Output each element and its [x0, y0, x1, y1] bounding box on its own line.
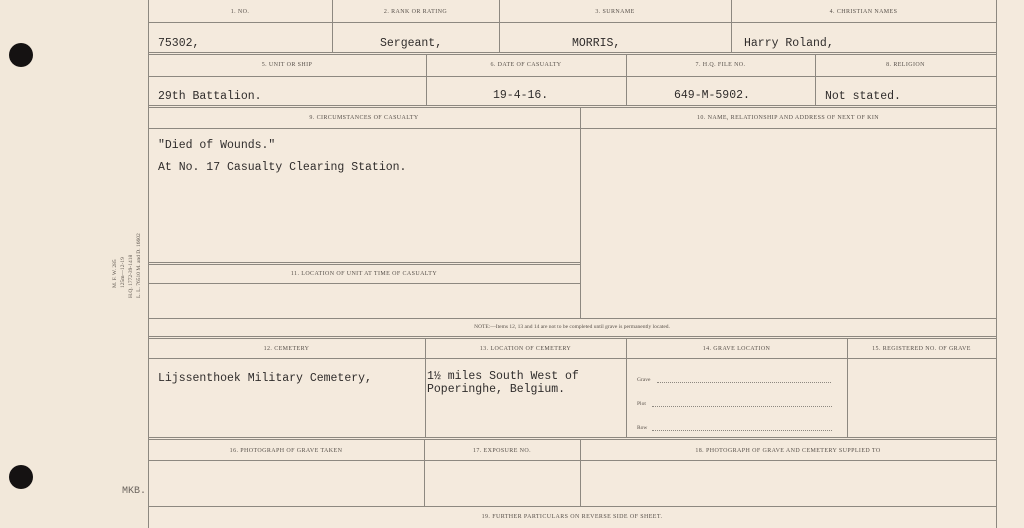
value-hq: 649-M-5902.	[674, 89, 750, 102]
header-location-unit: 11. LOCATION OF UNIT AT TIME OF CASUALTY	[290, 271, 438, 277]
row4-rule	[148, 283, 580, 284]
value-circumstances-2: At No. 17 Casualty Clearing Station.	[158, 161, 407, 174]
header-location-cemetery: 13. LOCATION OF CEMETERY	[479, 346, 572, 352]
header-religion: 8. RELIGION	[886, 62, 925, 68]
label-row: Row	[637, 425, 648, 431]
punch-hole-top	[9, 43, 33, 67]
value-christian: Harry Roland,	[744, 37, 834, 50]
row-dots	[652, 430, 832, 431]
header-kin: 10. NAME, RELATIONSHIP AND ADDRESS OF NEXT OF KIN	[697, 115, 879, 121]
value-rank: Sergeant,	[380, 37, 443, 50]
row1-div3	[731, 0, 732, 53]
header-registered: 15. REGISTERED NO. OF GRAVE	[872, 346, 971, 352]
row2-bottom	[148, 105, 996, 108]
value-date: 19-4-16.	[493, 89, 549, 102]
header-photo-taken: 16. PHOTOGRAPH OF GRAVE TAKEN	[229, 448, 343, 454]
row5-div2	[626, 339, 627, 438]
header-grave-location: 14. GRAVE LOCATION	[702, 346, 771, 352]
grave-dots	[657, 382, 831, 383]
header-surname: 3. SURNAME	[595, 9, 635, 15]
row3-rule	[148, 128, 996, 129]
header-exposure: 17. EXPOSURE NO.	[472, 448, 532, 454]
margin-print-2: 125m—12-19	[120, 257, 126, 288]
note-top	[148, 318, 996, 319]
value-circumstances-1: "Died of Wounds."	[158, 139, 276, 152]
row1-rule	[148, 22, 996, 23]
value-location-1: 1½ miles South West of	[427, 370, 579, 383]
row2-rule	[148, 76, 996, 77]
row6-bottom	[148, 506, 996, 507]
row1-div1	[332, 0, 333, 53]
note-bottom	[148, 336, 996, 339]
margin-print-3: H.Q. 1772-39-1418	[128, 254, 134, 298]
label-grave: Grave	[637, 377, 651, 383]
header-hq: 7. H.Q. FILE NO.	[695, 62, 746, 68]
value-religion: Not stated.	[825, 90, 901, 103]
header-circumstances: 9. CIRCUMSTANCES OF CASUALTY	[309, 115, 419, 121]
punch-hole-bottom	[9, 465, 33, 489]
row1-div2	[499, 0, 500, 53]
note-text: NOTE:—Items 12, 13 and 14 are not to be completed until grave is permanently located.	[474, 324, 670, 330]
row1-bottom	[148, 52, 996, 55]
row6-rule	[148, 460, 996, 461]
header-unit: 5. UNIT OR SHIP	[261, 62, 313, 68]
row5-div1	[425, 339, 426, 438]
value-cemetery: Lijssenthoek Military Cemetery,	[158, 372, 372, 385]
header-photo-supplied: 18. PHOTOGRAPH OF GRAVE AND CEMETERY SUPPLIED TO	[695, 448, 881, 454]
header-further: 19. FURTHER PARTICULARS ON REVERSE SIDE OF SHEET.	[481, 514, 663, 520]
margin-print-1: M. F. W. 285	[112, 259, 118, 288]
header-cemetery: 12. CEMETERY	[263, 346, 310, 352]
header-date: 6. DATE OF CASUALTY	[490, 62, 562, 68]
row3-div	[580, 108, 581, 318]
header-rank: 2. RANK OR RATING	[383, 9, 448, 15]
frame-right	[996, 0, 997, 528]
value-surname: MORRIS,	[572, 37, 621, 50]
value-location-2: Poperinghe, Belgium.	[427, 383, 566, 396]
row5-div3	[847, 339, 848, 438]
initials: MKB.	[122, 486, 147, 497]
margin-print-4: L. L. 76510 M. and D. 16602	[136, 233, 142, 298]
row5-bottom	[148, 437, 996, 440]
value-unit: 29th Battalion.	[158, 90, 262, 103]
header-no: 1. NO.	[230, 9, 250, 15]
row5-rule	[148, 358, 996, 359]
header-christian: 4. CHRISTIAN NAMES	[829, 9, 898, 15]
row4-top	[148, 262, 580, 265]
value-no: 75302,	[158, 37, 200, 50]
label-plot: Plot	[637, 401, 646, 407]
plot-dots	[652, 406, 832, 407]
